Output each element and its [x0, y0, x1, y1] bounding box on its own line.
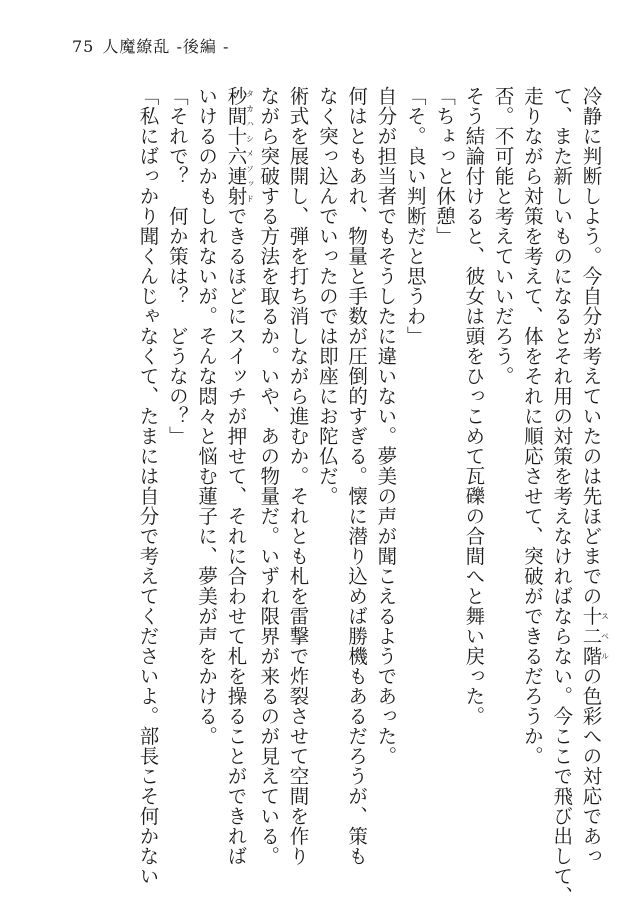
text-line: 「それで？ 何か策は？ どうなの？」 — [165, 86, 189, 446]
page-number: 75 — [72, 37, 95, 56]
text-line: 自分が担当者でもそうしたに違いない。夢美の声が聞こえるようであった。 — [374, 86, 398, 766]
text-line: 否。不可能と考えていいだろう。 — [491, 86, 515, 386]
text-line: 走りながら対策を考えて、体をそれに順応させて、突破ができるだろうか。 — [520, 86, 544, 766]
text-line: 「ちょっと休憩」 — [433, 86, 457, 246]
text-line: なく突っ込んでいったのでは即座にお陀仏だ。 — [315, 86, 339, 506]
running-head — [72, 34, 229, 57]
text-line: いけるのかもしれないが。そんな悶々と悩む蓮子に、夢美が声をかける。 — [195, 86, 219, 746]
running-title: 人魔繚乱 -後編 - — [102, 37, 230, 56]
text-line: 秒間十六連射タカハシメソッドできるほどにスイッチが押せて、それに合わせて札を操ることができれば — [224, 86, 255, 866]
text-line: 「そ。良い判断だと思うわ」 — [403, 86, 427, 346]
ruby-spell: 十二階スペル — [579, 606, 610, 666]
text-line: 「私にばっかり聞くんじゃなくて、たまには自分で考えてくださいよ。部長こそ何かない — [136, 86, 160, 886]
ruby-takahashi-method: 秒間十六連射タカハシメソッド — [224, 86, 255, 206]
text-line: て、また新しいものになるとそれ用の対策を考えなければならない。今ここで飛び出して、 — [550, 86, 574, 906]
vertical-text-body — [133, 86, 610, 906]
text-line: そう結論付けると、彼女は頭をひっこめて瓦礫の合間へと舞い戻った。 — [462, 86, 486, 726]
text-line: ながら突破する方法を取るか。いや、あの物量だ。いずれ限界が来るのが見えている。 — [257, 86, 281, 866]
text-line: 冷静に判断しよう。今自分が考えていたのは先ほどまでの十二階スペルの色彩への対応であっ — [579, 86, 610, 866]
text-line: 何はともあれ、物量と手数が圧倒的すぎる。懐に潜り込めば勝機もあるだろうが、策も — [345, 86, 369, 866]
text-line: 術式を展開し、弾を打ち消しながら進むか。それとも札を雷撃で炸裂させて空間を作り — [286, 86, 310, 866]
